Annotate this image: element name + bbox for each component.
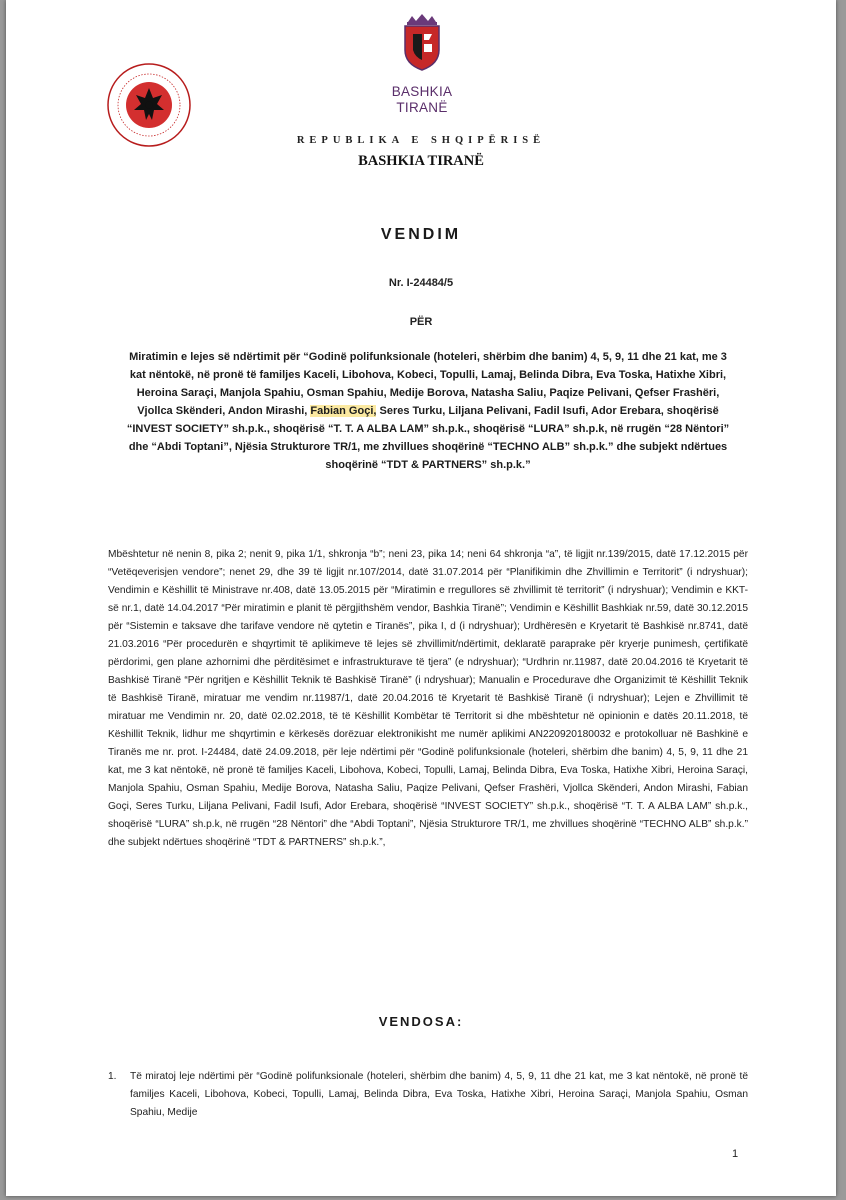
municipality-heading: BASHKIA TIRANË: [358, 153, 484, 169]
bashkia-tirane-crest-icon: [398, 12, 446, 72]
decision-number: Nr. I-24484/5: [388, 277, 454, 289]
page-number: 1: [732, 1148, 739, 1160]
republic-heading: REPUBLIKA E SHQIPËRISË: [296, 135, 546, 146]
article-text: Të miratoj leje ndërtimi për “Godinë polifunksionale (hoteleri, shërbim dhe banim) 4, 5, 9, 11 dhe 21 kat, me 3 kat nëntokë, në pronë të familjes Kaceli, Libohova, Kobeci, Topulli, Lamaj, Belinda Dibra, Eva Toska, Hatixhe Xibri, Heroina Saraçi, Manjola Spahiu, Osman Spahiu, Medije: [130, 1071, 748, 1118]
article-number: 1.: [108, 1071, 117, 1082]
crest-name: [366, 84, 478, 116]
subject-text-after: Seres Turku, Liljana Pelivani, Fadil Isufi, Ador Erebara, shoqërisë “INVEST SOCIETY” sh.p.k., shoqërisë “T. T. A ALBA LAM” sh.p.k., shoqërisë “LURA” sh.p.k, në rrugën “28 Nëntori” dhe “Abdi Toptani”, Njësia Strukturore TR/1, me zhvillues shoqërinë “TECHNO ALB” sh.p.k.” dhe subjekt ndërtues shoqërinë “TDT & PARTNERS” sh.p.k.”: [126, 405, 730, 471]
crest-name-line2: TIRANË: [396, 100, 448, 115]
highlighted-name: Fabian Goçi,: [310, 405, 377, 417]
decision-subject: [122, 348, 734, 474]
decision-article: [108, 1068, 748, 1122]
crest-name-line1: BASHKIA: [391, 84, 453, 99]
document-page: [6, 0, 836, 1196]
legal-basis-paragraph: Mbështetur në nenin 8, pika 2; nenit 9, pika 1/1, shkronja “b”; neni 23, pika 14; neni 64 shkronja “a”, të ligjit nr.139/2015, datë 17.12.2015 për “Vetëqeverisjen vendore”; nenet 29, dhe 39 të ligjit nr.107/2014, datë 31.07.2014 për “Planifikimin dhe Zhvillimin e Territorit” (i ndryshuar); Vendimin e Këshillit të Ministrave nr.408, datë 13.05.2015 për “Miratimin e rregullores së zhvillimit të territorit” (i ndryshuar); Vendimin e KKT-së nr.1, datë 14.04.2017 “Për miratimin e planit të përgjithshëm vendor, Bashkia Tiranë”; Vendimin e Këshillit Bashkiak nr.59, datë 30.12.2015 për “Sistemin e taksave dhe tarifave vendore në qytetin e Tiranës”, pika I, d (i ndryshuar); Urdhëresën e Kryetarit të Bashkisë nr.8741, datë 21.03.2016 “Për procedurën e shqyrtimit të aplikimeve të lejes së zhvillimit/ndërtimit, deklaratë paraprake për kryerje punimesh, çertifikatë përdorimi, gen plane azhornimi dhe përditësimet e infrastrukturave të tjera” (e ndryshuar); “Urdhrin nr.11987, datë 20.04.2016 të Kryetarit të Bashkisë Tiranë “Për ngritjen e Këshillit Teknik të Bashkisë Tiranë” (i ndryshuar); Manualin e Procedurave dhe Organizimit të Këshillit Teknik të Bashkisë Tiranë, miratuar me vendim nr.11987/1, datë 20.04.2016 të Kryetarit të Bashkisë Tiranë (i ndryshuar); Lejen e Zhvillimit të miratuar me Vendimin nr. 20, datë 02.02.2018, të të Këshillit Kombëtar të Territorit si dhe mbështetur në opinionin e datës 20.11.2018, të Këshillit Teknik, lidhur me shqyrtimin e kërkesës dorëzuar elektronikisht me numër aplikimi AN220920180032 e protokolluar në Bashkinë e Tiranës me nr. prot. I-24484, datë 24.09.2018, për leje ndërtimi për “Godinë polifunksionale (hoteleri, shërbim dhe banim) 4, 5, 9, 11 dhe 21 kat, me 3 kat nëntokë, në pronë të familjes Kaceli, Libohova, Kobeci, Topulli, Lamaj, Belinda Dibra, Eva Toska, Hatixhe Xibri, Heroina Saraçi, Manjola Spahiu, Osman Spahiu, Medije Borova, Natasha Saliu, Paqize Pelivani, Qefser Frashëri, Vjollca Skënderi, Andon Mirashi, Fabian Goçi, Seres Turku, Liljana Pelivani, Fadil Isufi, Ador Erebara, shoqërisë “INVEST SOCIETY” sh.p.k., shoqërisë “T. T. A ALBA LAM” sh.p.k., shoqërisë “LURA” sh.p.k, në rrugën “28 Nëntori” dhe “Abdi Toptani”, Njësia Strukturore TR/1, me zhvillues shoqërinë “TECHNO ALB” sh.p.k.” dhe subjekt ndërtues shoqërinë “TDT & PARTNERS” sh.p.k.”,: [108, 549, 748, 848]
decided-heading: VENDOSA:: [378, 1014, 464, 1029]
decision-for: PËR: [409, 316, 433, 328]
decision-title: VENDIM: [380, 226, 462, 243]
subject-text-before: Miratimin e lejes së ndërtimit për “Godinë polifunksionale (hoteleri, shërbim dhe banim) 4, 5, 9, 11 dhe 21 kat, me 3 kat nëntokë, në pronë të familjes Kaceli, Libohova, Kobeci, Topulli, Lamaj, Belinda Dibra, Eva Toska, Hatixhe Xibri, Heroina Saraçi, Manjola Spahiu, Osman Spahiu, Medije Borova, Natasha Saliu, Paqize Pelivani, Qefser Frashëri, Vjollca Skënderi, Andon Mirashi,: [129, 351, 727, 417]
